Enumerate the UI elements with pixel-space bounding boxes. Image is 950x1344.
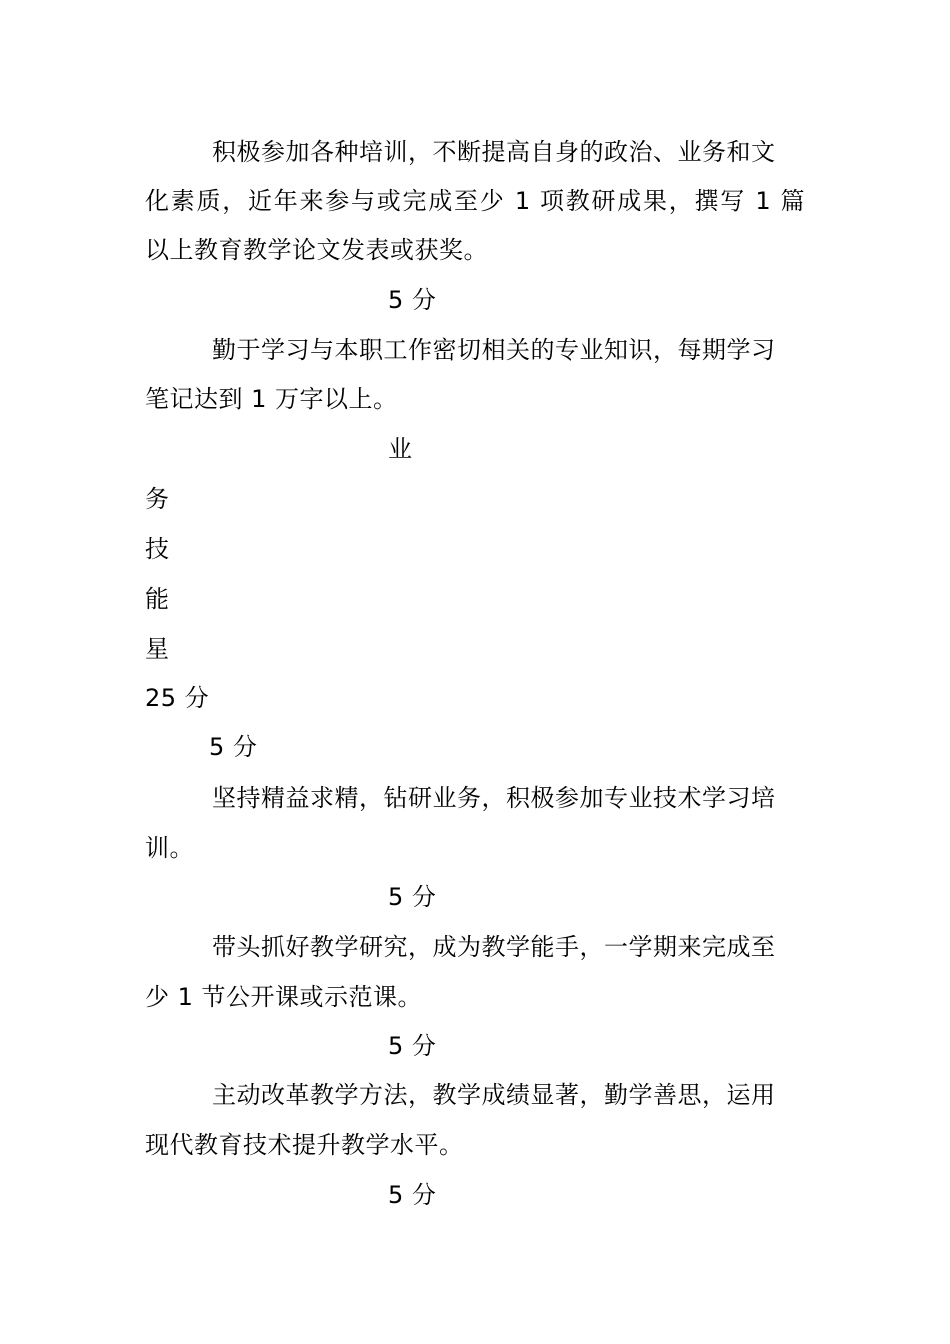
score-5: 5 分 <box>388 1181 437 1209</box>
paragraph-3-line-1: 坚持精益求精，钻研业务，积极参加专业技术学习培 <box>212 784 776 812</box>
category-char-5: 星 <box>145 635 170 663</box>
paragraph-1-line-1: 积极参加各种培训，不断提高自身的政治、业务和文 <box>212 138 776 166</box>
category-total: 25 分 <box>145 684 210 712</box>
score-4: 5 分 <box>388 1032 437 1060</box>
paragraph-2-line-2: 笔记达到 1 万字以上。 <box>145 385 398 413</box>
score-2: 5 分 <box>209 733 258 761</box>
score-1: 5 分 <box>388 286 437 314</box>
category-char-2: 务 <box>145 485 170 513</box>
paragraph-2-line-1: 勤于学习与本职工作密切相关的专业知识，每期学习 <box>212 336 776 364</box>
paragraph-3-line-2: 训。 <box>145 834 194 862</box>
paragraph-5-line-2: 现代教育技术提升教学水平。 <box>145 1131 464 1159</box>
category-char-1: 业 <box>388 435 413 463</box>
paragraph-4-line-2: 少 1 节公开课或示范课。 <box>145 983 423 1011</box>
paragraph-1-line-3: 以上教育教学论文发表或获奖。 <box>145 236 488 264</box>
category-char-3: 技 <box>145 535 170 563</box>
category-char-4: 能 <box>145 585 170 613</box>
paragraph-1-line-2: 化素质，近年来参与或完成至少 1 项教研成果，撰写 1 篇 <box>145 187 805 215</box>
score-3: 5 分 <box>388 883 437 911</box>
paragraph-5-line-1: 主动改革教学方法，教学成绩显著，勤学善思，运用 <box>212 1081 776 1109</box>
paragraph-4-line-1: 带头抓好教学研究，成为教学能手，一学期来完成至 <box>212 933 776 961</box>
